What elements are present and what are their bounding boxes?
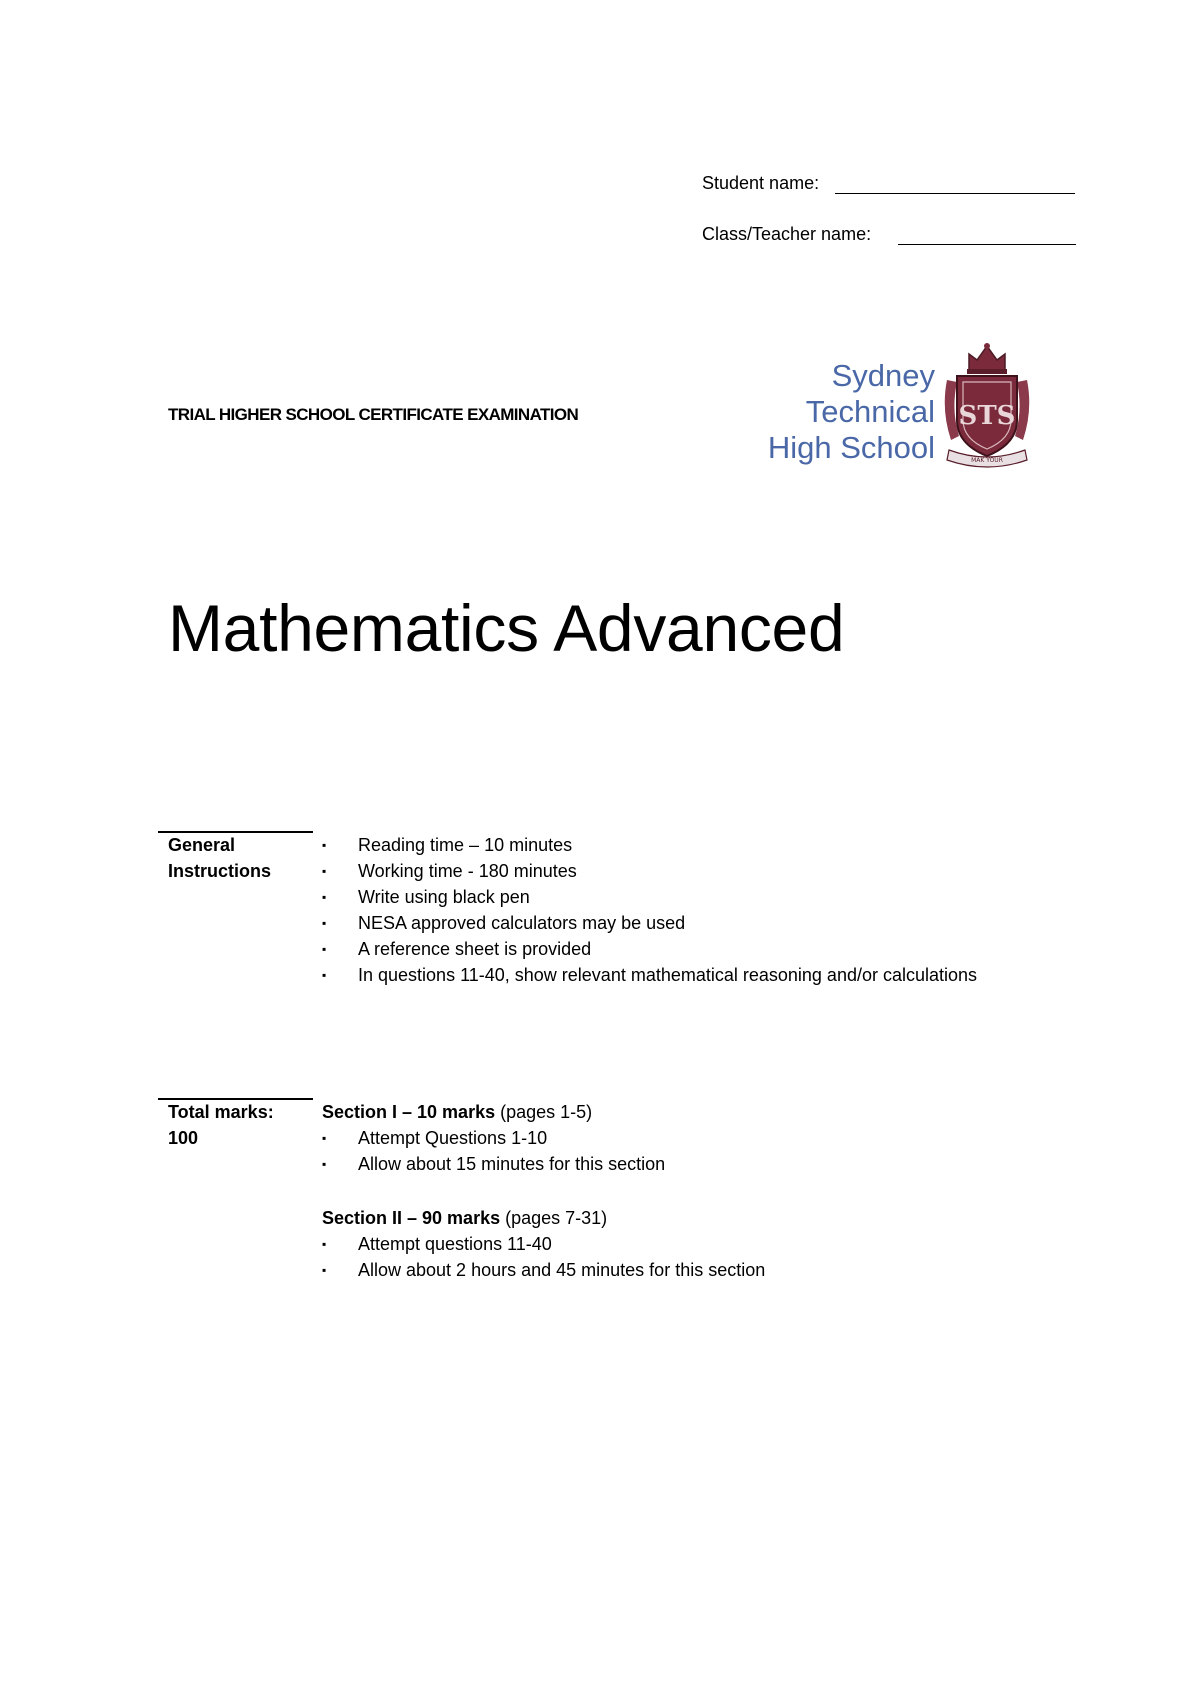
list-item: ▪ A reference sheet is provided xyxy=(322,936,977,962)
total-marks-label-block xyxy=(168,1099,274,1151)
crest-monogram: STS xyxy=(958,401,1016,431)
school-logo xyxy=(755,340,1035,470)
class-teacher-line xyxy=(898,244,1076,245)
crest-motto: MAK YOUR xyxy=(971,457,1003,464)
general-instructions-label-line1: General xyxy=(168,835,236,855)
section2-pages: (pages 7-31) xyxy=(505,1208,608,1228)
list-item: ▪ Working time - 180 minutes xyxy=(322,858,977,884)
exam-type-heading: TRIAL HIGHER SCHOOL CERTIFICATE EXAMINATION xyxy=(168,405,579,424)
list-item: ▪ Attempt questions 11-40 xyxy=(322,1231,765,1257)
school-name xyxy=(768,358,935,466)
class-teacher-field xyxy=(702,224,871,245)
school-name-line1: Sydney xyxy=(831,358,935,393)
section2-list xyxy=(322,1231,765,1283)
list-item: ▪ Attempt Questions 1-10 xyxy=(322,1125,665,1151)
class-teacher-label: Class/Teacher name: xyxy=(702,224,872,244)
list-item: ▪ Reading time – 10 minutes xyxy=(322,832,977,858)
list-item: ▪ Allow about 2 hours and 45 minutes for this section xyxy=(322,1257,765,1283)
page-title: Mathematics Advanced xyxy=(168,591,845,665)
list-item: ▪ Write using black pen xyxy=(322,884,977,910)
list-item: ▪ NESA approved calculators may be used xyxy=(322,910,977,936)
total-marks-label: Total marks: xyxy=(168,1102,274,1122)
general-instructions-list xyxy=(322,832,977,988)
school-name-line3: High School xyxy=(767,430,935,465)
student-name-line xyxy=(835,193,1075,194)
section2-title: Section II – 90 marks xyxy=(322,1208,501,1228)
student-name-label: Student name: xyxy=(702,173,820,193)
list-item: ▪ Allow about 15 minutes for this section xyxy=(322,1151,665,1177)
school-crest-icon xyxy=(939,340,1035,470)
section1-heading xyxy=(322,1099,592,1125)
section2-heading xyxy=(322,1205,607,1231)
section1-title: Section I – 10 marks xyxy=(322,1102,496,1122)
general-instructions-label-line2: Instructions xyxy=(168,861,272,881)
section1-list xyxy=(322,1125,665,1177)
student-name-field xyxy=(702,173,819,194)
general-instructions-label xyxy=(168,832,271,884)
section1-pages: (pages 1-5) xyxy=(500,1102,593,1122)
list-item: ▪ In questions 11-40, show relevant mathematical reasoning and/or calculations xyxy=(322,962,977,988)
total-marks-value: 100 xyxy=(168,1128,199,1148)
school-name-line2: Technical xyxy=(805,394,935,429)
